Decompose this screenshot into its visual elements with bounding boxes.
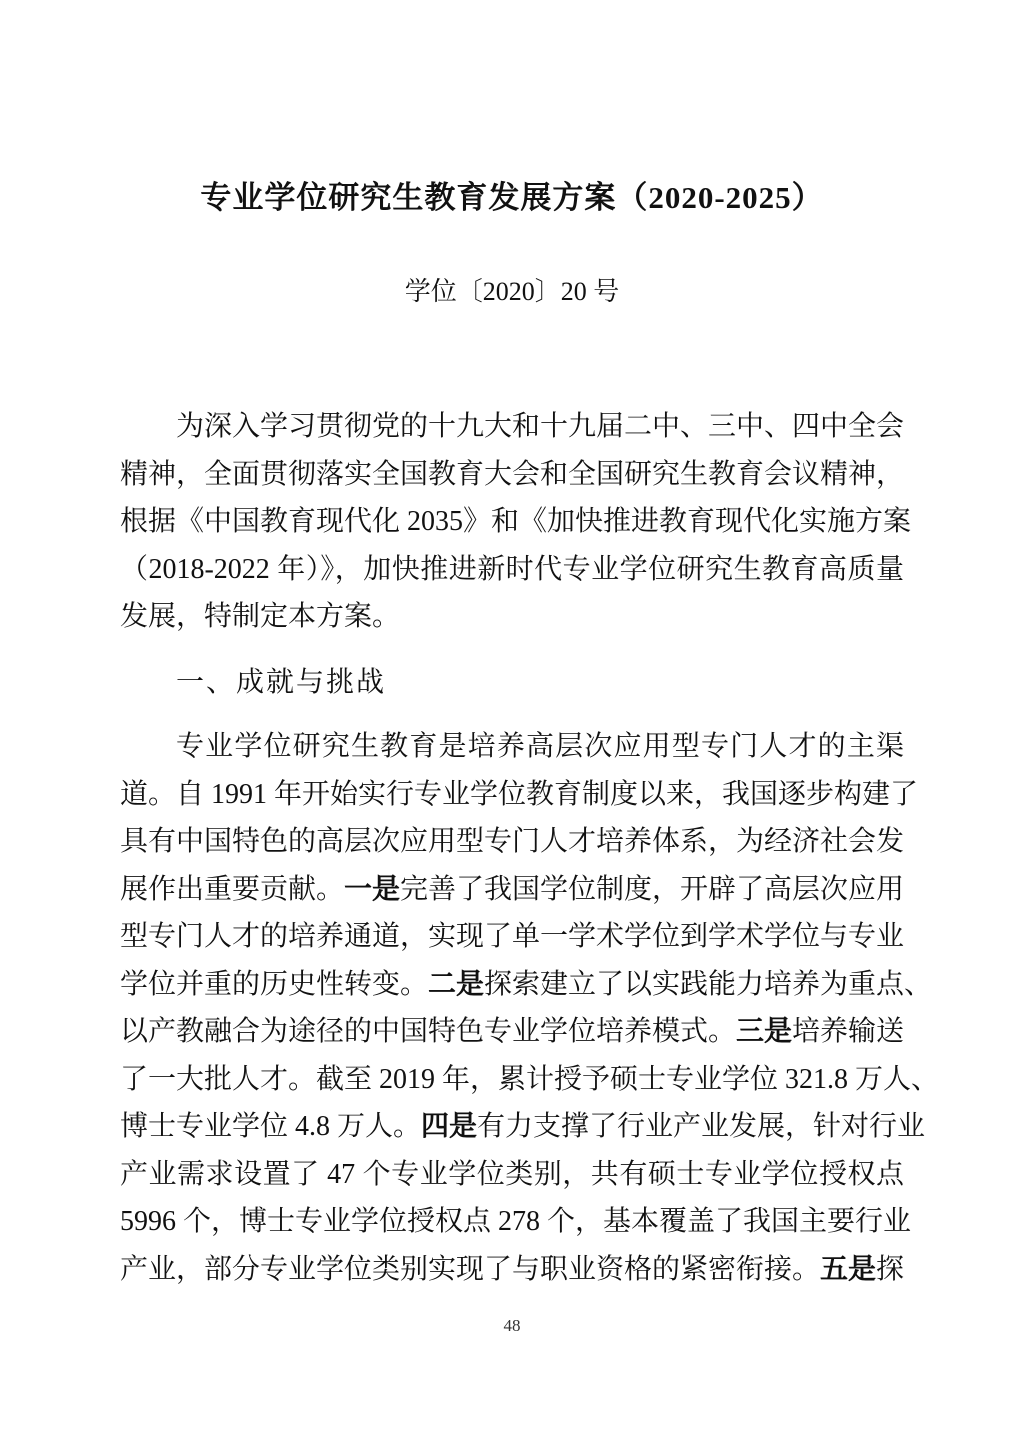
body-text: 为深入学习贯彻党的十九大和十九届二中、三中、四中全会 xyxy=(176,411,905,442)
body-text: 以产教融合为途径的中国特色专业学位培养模式。 xyxy=(120,1016,737,1047)
text-line xyxy=(120,723,904,771)
body-text: 精神，全面贯彻落实全国教育大会和全国研究生教育会议精神， xyxy=(120,458,905,490)
section-heading: 一、成就与挑战 xyxy=(176,665,387,697)
body-text: 具有中国特色的高层次应用型专门人才培养体系，为经济社会发 xyxy=(120,826,905,857)
body-text: 探 xyxy=(876,1253,905,1285)
text-line xyxy=(120,1246,904,1294)
bold-ordinal-text: 三是 xyxy=(736,1016,793,1047)
text-line xyxy=(120,403,904,451)
body-text: 道。自 1991 年开始实行专业学位教育制度以来，我国逐步构建了 xyxy=(120,778,919,810)
text-line xyxy=(120,593,904,641)
text-line xyxy=(120,451,904,499)
paragraph xyxy=(120,723,940,1293)
body-text: 产业，部分专业学位类别实现了与职业资格的紧密衔接。 xyxy=(120,1253,821,1285)
body-text: 根据《中国教育现代化 2035》和《加快推进教育现代化实施方案 xyxy=(120,506,912,537)
body-text: 产业需求设置了 47 个专业学位类别，共有硕士专业学位授权点 xyxy=(120,1158,904,1190)
text-line xyxy=(120,1151,904,1199)
body-text: 了一大批人才。截至 2019 年，累计授予硕士专业学位 321.8 万人、 xyxy=(120,1063,940,1095)
body-text: 发展，特制定本方案。 xyxy=(120,601,401,632)
text-line xyxy=(120,913,904,961)
text-line xyxy=(120,1056,940,1104)
body-text: 型专门人才的培养通道，实现了单一学术学位到学术学位与专业 xyxy=(120,921,905,952)
body-text: 展作出重要贡献。 xyxy=(120,873,345,905)
page-number: 48 xyxy=(503,1316,521,1335)
body-text: 完善了我国学位制度，开辟了高层次应用 xyxy=(400,873,905,905)
paragraph xyxy=(120,403,912,641)
body-text: （2018-2022 年）》，加快推进新时代专业学位研究生教育高质量 xyxy=(120,553,904,585)
text-line xyxy=(120,818,904,866)
document-title: 专业学位研究生教育发展方案（2020-2025） xyxy=(200,180,824,215)
body-text: 有力支撑了行业产业发展，针对行业 xyxy=(477,1111,926,1142)
text-line xyxy=(120,961,933,1009)
text-line xyxy=(120,546,904,594)
body-text: 5996 个，博士专业学位授权点 278 个，基本覆盖了我国主要行业 xyxy=(120,1206,912,1237)
bold-ordinal-text: 二是 xyxy=(428,968,485,1000)
bold-ordinal-text: 四是 xyxy=(421,1111,478,1142)
body-text: 博士专业学位 4.8 万人。 xyxy=(120,1111,422,1142)
body-text: 探索建立了以实践能力培养为重点、 xyxy=(484,968,933,1000)
body-text: 专业学位研究生教育是培养高层次应用型专门人才的主渠 xyxy=(176,731,904,762)
text-line xyxy=(120,1198,912,1246)
text-line xyxy=(120,771,919,819)
document-content xyxy=(120,0,940,1293)
text-line xyxy=(120,866,904,914)
text-line xyxy=(120,498,912,546)
body-text: 培养输送 xyxy=(792,1016,905,1047)
document-number: 学位〔2020〕20 号 xyxy=(404,277,620,306)
document-body xyxy=(120,403,940,1293)
text-line xyxy=(120,1008,904,1056)
bold-ordinal-text: 一是 xyxy=(344,873,401,905)
body-text: 学位并重的历史性转变。 xyxy=(120,968,429,1000)
text-line xyxy=(120,1103,926,1151)
bold-ordinal-text: 五是 xyxy=(820,1253,877,1285)
